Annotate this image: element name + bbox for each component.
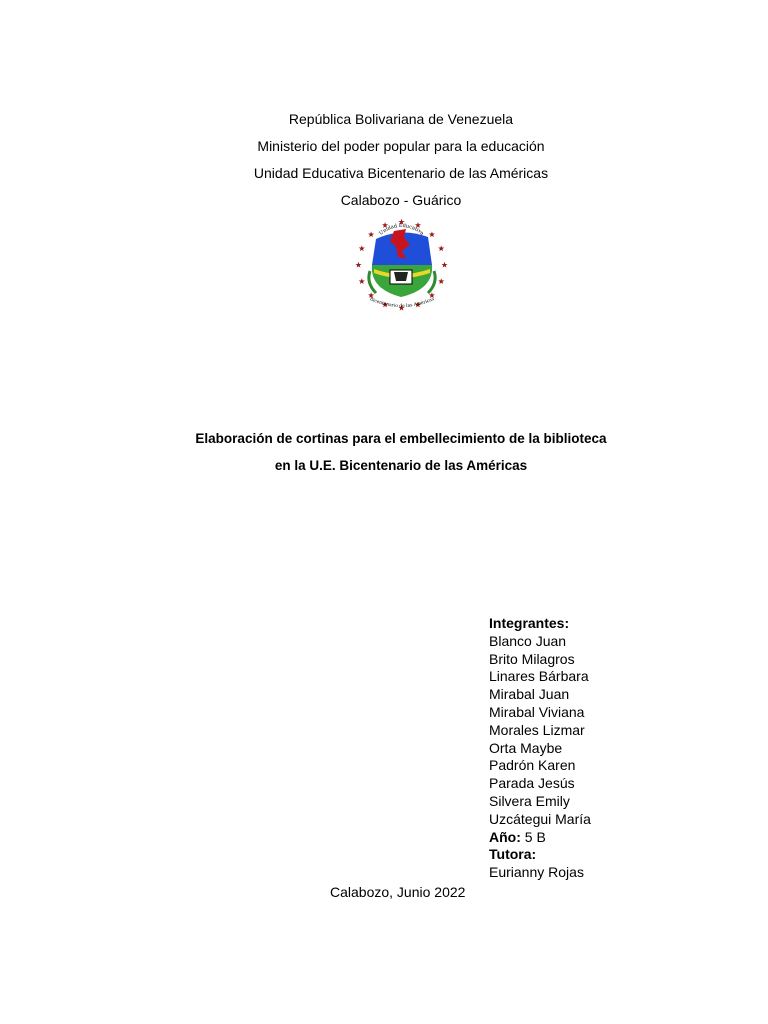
school-logo-emblem	[354, 215, 449, 315]
member-name: Silvera Emily	[489, 792, 570, 809]
member-name: Parada Jesús	[489, 775, 575, 792]
place-date: Calabozo, Junio 2022	[330, 884, 466, 900]
logo-top-text: Unidad Educativa	[378, 222, 425, 237]
logo-star-icon	[438, 245, 444, 251]
members-heading: Integrantes:	[489, 615, 570, 631]
member-name: Brito Milagros	[489, 650, 575, 667]
members-block	[489, 615, 591, 882]
logo-star-icon	[359, 245, 365, 251]
year-row	[489, 829, 591, 847]
tutor-label: Tutora:	[489, 846, 537, 863]
member-name: Uzcátegui María	[489, 810, 591, 827]
logo-star-icon	[368, 231, 374, 237]
member-name: Morales Lizmar	[489, 721, 585, 738]
member-name: Linares Bárbara	[489, 668, 589, 685]
logo-star-icon	[359, 278, 365, 284]
member-name: Mirabal Juan	[489, 686, 570, 703]
school-logo	[354, 215, 449, 315]
institution-header	[0, 106, 768, 214]
header-location: Calabozo - Guárico	[340, 192, 462, 208]
header-ministry: Ministerio del poder popular para la educación	[257, 138, 545, 154]
logo-star-icon	[368, 292, 374, 298]
logo-star-icon	[429, 231, 435, 237]
tutor-name: Eurianny Rojas	[489, 864, 584, 881]
member-name: Orta Maybe	[489, 739, 563, 756]
header-country: República Bolivariana de Venezuela	[288, 111, 514, 127]
logo-bottom-text: Bicentenario de las Américas	[368, 296, 436, 310]
logo-star-icon	[415, 222, 421, 228]
member-name: Padrón Karen	[489, 757, 576, 774]
logo-star-icon	[441, 262, 447, 268]
header-school: Unidad Educativa Bicentenario de las Américas	[253, 165, 549, 181]
logo-star-icon	[355, 262, 361, 268]
project-title	[0, 425, 768, 479]
year-label: Año:	[489, 828, 521, 845]
project-title-line-2: en la U.E. Bicentenario de las Américas	[274, 458, 528, 473]
member-name: Mirabal Viviana	[489, 703, 585, 720]
logo-star-icon	[438, 278, 444, 284]
member-name: Blanco Juan	[489, 632, 567, 649]
logo-figure	[394, 272, 408, 281]
year-value: 5 B	[524, 828, 546, 845]
project-title-line-1: Elaboración de cortinas para el embellecimiento de la biblioteca	[195, 431, 607, 446]
